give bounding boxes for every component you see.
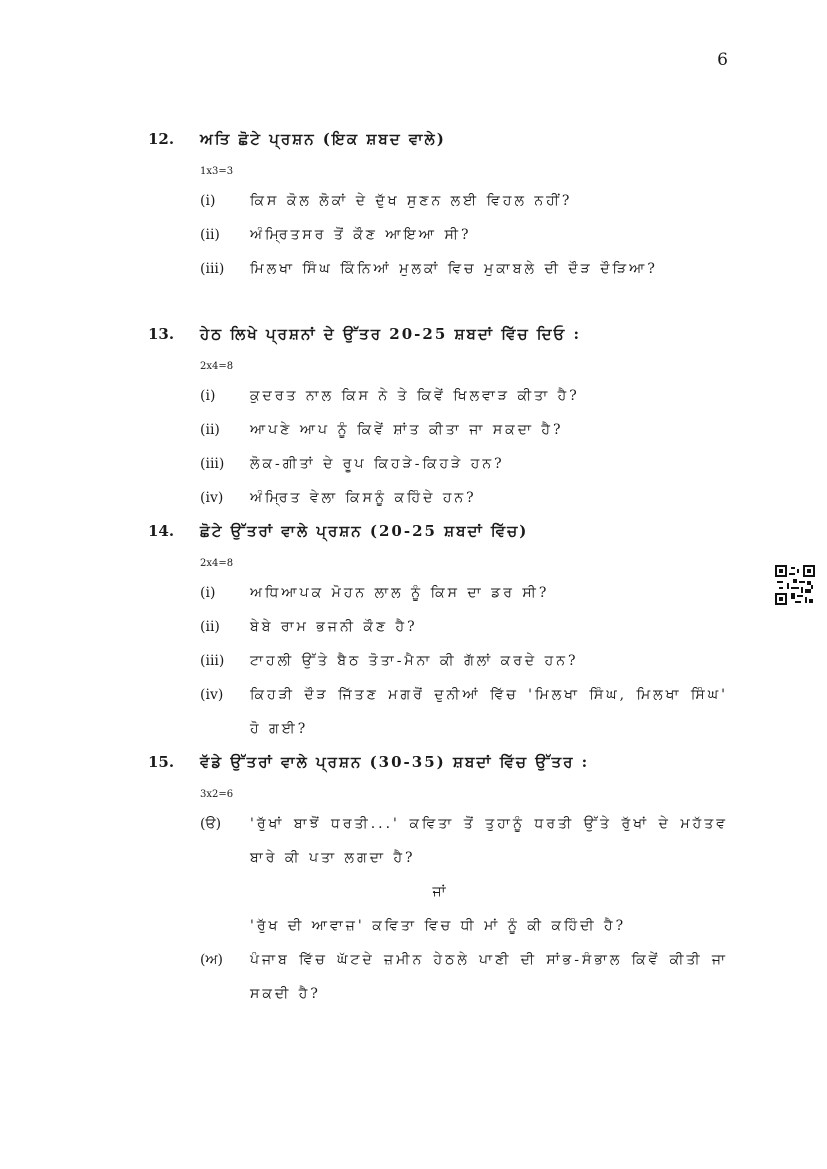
section-number: 15. [148,753,175,771]
question [148,218,738,252]
question-number: (i) [200,585,216,601]
question-number: (iii) [200,456,225,472]
question-number: (i) [200,193,216,209]
question-text: ਕਿਹੜੀ ਦੌੜ ਜਿੱਤਣ ਮਗਰੋਂ ਦੁਨੀਆਂ ਵਿੱਚ 'ਮਿਲਖਾ ਸਿੰਘ, ਮਿਲਖਾ ਸਿੰਘ' ਹੋ ਗਈ? [250,687,728,737]
question [148,184,738,218]
qr-code-icon [775,565,815,605]
question-text: ਆਪਣੇ ਆਪ ਨੂੰ ਕਿਵੇਂ ਸ਼ਾਂਤ ਕੀਤਾ ਜਾ ਸਕਦਾ ਹੈ? [250,422,564,438]
marks-scheme: 2x4=8 [200,361,234,372]
marks-scheme: 2x4=8 [200,558,234,569]
question [148,610,738,644]
question-text: ਅੰਮ੍ਰਿਤਸਰ ਤੋਂ ਕੌਣ ਆਇਆ ਸੀ? [250,227,472,243]
section-number: 12. [148,130,175,148]
question [148,644,738,678]
question [148,909,738,943]
question-number: (ii) [200,422,220,438]
section-header [148,325,738,355]
section-14 [148,522,738,746]
question-text: ਟਾਹਲੀ ਉੱਤੇ ਬੈਠ ਤੋਤਾ-ਮੈਨਾ ਕੀ ਗੱਲਾਂ ਕਰਦੇ ਹਨ? [250,653,579,669]
question-number: (ੳ) [200,816,222,832]
section-header [148,522,738,552]
section-title: ਹੇਠ ਲਿਖੇ ਪ੍ਰਸ਼ਨਾਂ ਦੇ ਉੱਤਰ 20-25 ਸ਼ਬਦਾਂ ਵਿੱਚ ਦਿਓ : [200,325,582,343]
question-text: ਕਿਸ ਕੋਲ ਲੋਕਾਂ ਦੇ ਦੁੱਖ ਸੁਣਨ ਲਈ ਵਿਹਲ ਨਹੀਂ? [250,193,573,209]
marks-scheme: 3x2=6 [200,789,234,800]
question-text: ਅਧਿਆਪਕ ਮੋਹਨ ਲਾਲ ਨੂੰ ਕਿਸ ਦਾ ਡਰ ਸੀ? [250,585,550,601]
question [148,481,738,515]
question [148,252,738,286]
marks-scheme: 1x3=3 [200,166,234,177]
question-text: 'ਰੁੱਖ ਦੀ ਆਵਾਜ਼' ਕਵਿਤਾ ਵਿਚ ਧੀ ਮਾਂ ਨੂੰ ਕੀ ਕਹਿੰਦੀ ਹੈ? [250,918,627,934]
section-header [148,130,738,160]
question-number: (ii) [200,227,220,243]
question-text: ਅੰਮ੍ਰਿਤ ਵੇਲਾ ਕਿਸਨੂੰ ਕਹਿੰਦੇ ਹਨ? [250,490,477,506]
question-text: ਪੰਜਾਬ ਵਿੱਚ ਘੱਟਦੇ ਜ਼ਮੀਨ ਹੇਠਲੇ ਪਾਣੀ ਦੀ ਸਾਂਭ-ਸੰਭਾਲ ਕਿਵੇਂ ਕੀਤੀ ਜਾ ਸਕਦੀ ਹੈ? [250,952,728,1002]
question-text: ਲੋਕ-ਗੀਤਾਂ ਦੇ ਰੂਪ ਕਿਹੜੇ-ਕਿਹੜੇ ਹਨ? [250,456,505,472]
question-text: ਬੇਬੇ ਰਾਮ ਭਜਨੀ ਕੌਣ ਹੈ? [250,619,418,635]
question-number: (iv) [200,687,224,703]
section-number: 14. [148,522,175,540]
section-number: 13. [148,325,175,343]
question [148,447,738,481]
question [148,379,738,413]
question-text: 'ਰੁੱਖਾਂ ਬਾਝੋਂ ਧਰਤੀ...' ਕਵਿਤਾ ਤੋਂ ਤੁਹਾਨੂੰ ਧਰਤੀ ਉੱਤੇ ਰੁੱਖਾਂ ਦੇ ਮਹੱਤਵ ਬਾਰੇ ਕੀ ਪਤਾ ਲਗਦਾ ਹੈ? [250,816,728,866]
question [148,943,738,1011]
question [148,576,738,610]
section-header [148,753,738,783]
section-15 [148,753,738,1011]
section-12 [148,130,738,286]
question [148,413,738,447]
question-number: (iii) [200,653,225,669]
section-title: ਵੱਡੇ ਉੱਤਰਾਂ ਵਾਲੇ ਪ੍ਰਸ਼ਨ (30-35) ਸ਼ਬਦਾਂ ਵਿੱਚ ਉੱਤਰ : [200,753,590,771]
section-title: ਛੋਟੇ ਉੱਤਰਾਂ ਵਾਲੇ ਪ੍ਰਸ਼ਨ (20-25 ਸ਼ਬਦਾਂ ਵਿੱਚ) [200,522,529,540]
question-number: (iii) [200,261,225,277]
section-13 [148,325,738,515]
question-text: ਕੁਦਰਤ ਨਾਲ ਕਿਸ ਨੇ ਤੇ ਕਿਵੇਂ ਖਿਲਵਾੜ ਕੀਤਾ ਹੈ? [250,388,580,404]
question-number: (ਅ) [200,952,223,968]
question [148,678,738,746]
question [148,807,738,875]
page-number: 6 [717,50,728,70]
question-number: (iv) [200,490,224,506]
question-text: ਮਿਲਖਾ ਸਿੰਘ ਕਿੰਨਿਆਂ ਮੁਲਕਾਂ ਵਿਚ ਮੁਕਾਬਲੇ ਦੀ ਦੌੜ ਦੌੜਿਆ? [250,261,658,277]
or-separator: ਜਾਂ [432,884,446,900]
section-title: ਅਤਿ ਛੋਟੇ ਪ੍ਰਸ਼ਨ (ਇਕ ਸ਼ਬਦ ਵਾਲੇ) [200,130,446,148]
question-number: (ii) [200,619,220,635]
question-number: (i) [200,388,216,404]
